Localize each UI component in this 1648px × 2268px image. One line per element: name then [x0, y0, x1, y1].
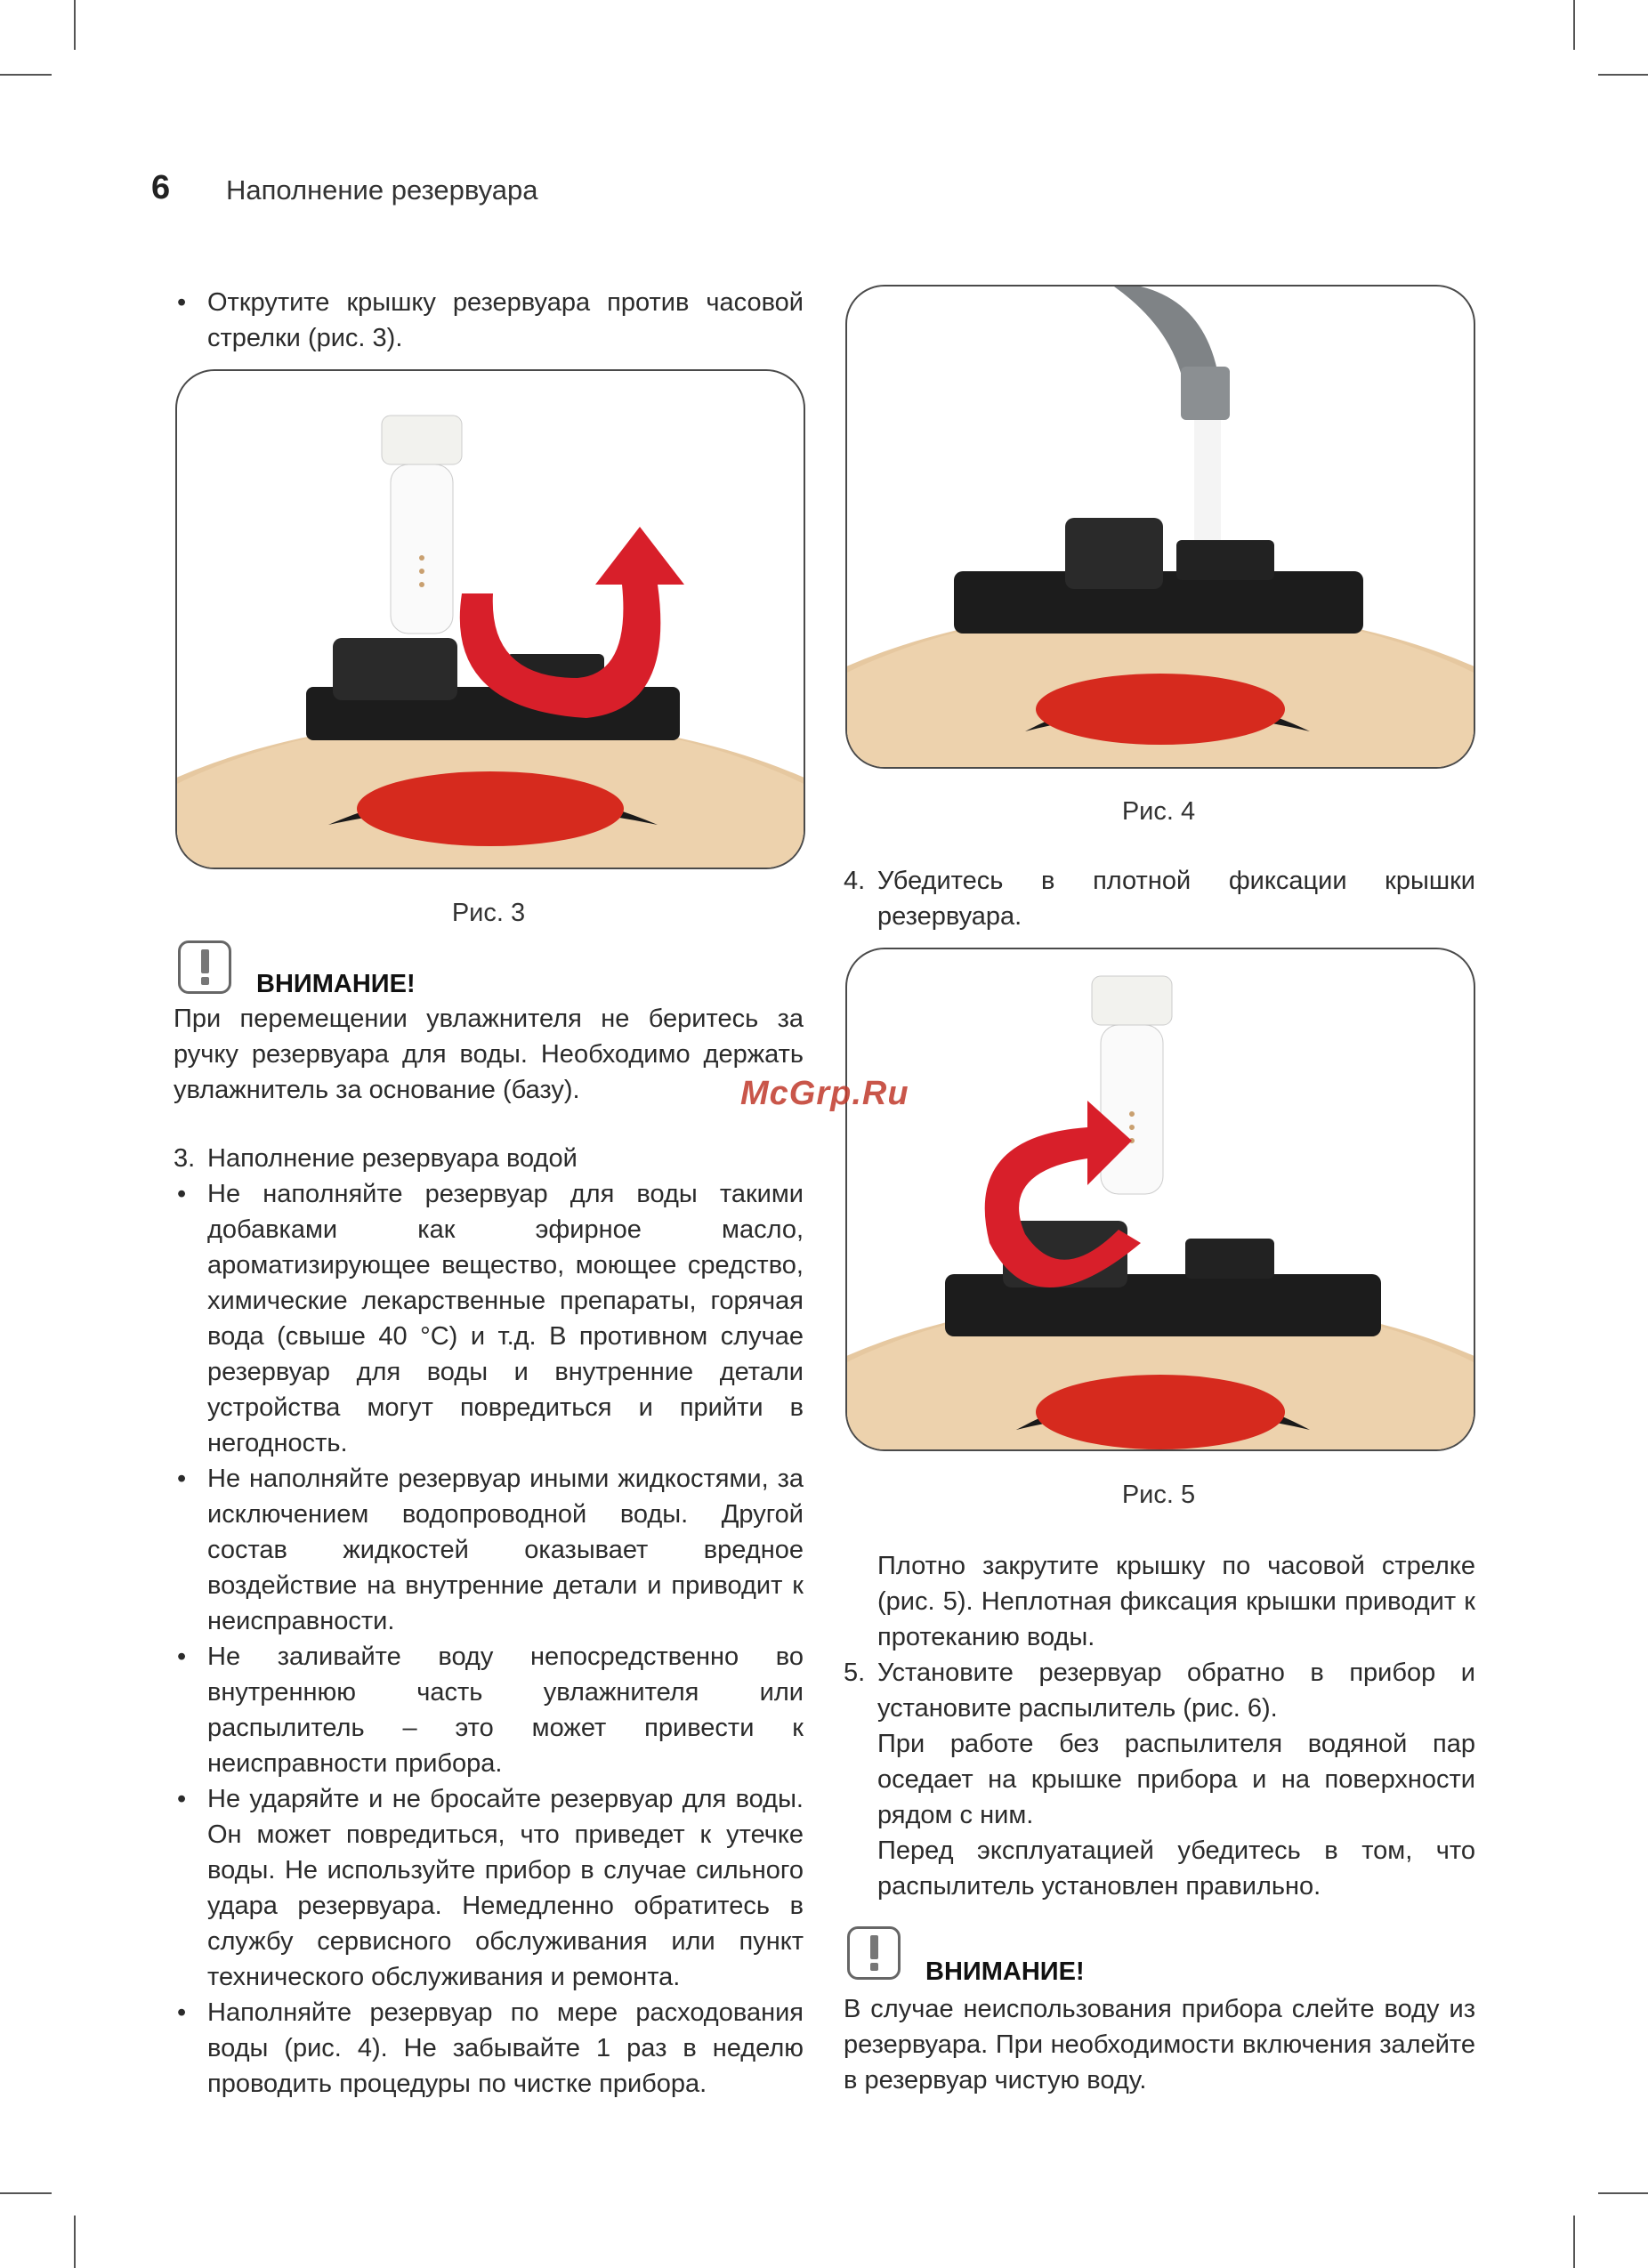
- warning-title: ВНИМАНИЕ!: [256, 970, 416, 998]
- page-number: 6: [151, 169, 171, 206]
- step-4-block: [844, 863, 1475, 934]
- warning-text: При перемещении увлажнителя не беритесь за ручку резервуара для воды. Необходимо держать увлажнитель за основание (базу).: [174, 1005, 804, 1104]
- list-item: • Не заливайте воду непосредственно во внутреннюю часть увлажнителя или распылитель – это может привести к неисправности прибора.: [174, 1639, 804, 1781]
- list-item: • Открутите крышку резервуара против часовой стрелки (рис. 3).: [174, 285, 804, 356]
- list-item: • Не наполняйте резервуар иными жидкостями, за исключением водопроводной воды. Другой состав жидкостей оказывает вредное воздействие на внутренние детали и приводит к неисправности.: [174, 1461, 804, 1639]
- figure-4-caption: Рис. 4: [1121, 797, 1196, 826]
- step-5-note: При работе без распылителя водяной пар оседает на крышке прибора и на поверхности рядом с ним.: [877, 1730, 1475, 1829]
- crop-mark: [1598, 2192, 1648, 2194]
- step-text: Установите резервуар обратно в прибор и установите распылитель (рис. 6).: [877, 1659, 1475, 1723]
- step-text: Наполнение резервуара водой: [207, 1144, 578, 1173]
- warning-icon: [178, 940, 231, 994]
- figure-4-illustration: [847, 287, 1474, 767]
- list-item: • Наполняйте резервуар по мере расходования воды (рис. 4). Не забывайте 1 раз в неделю проводить процедуры по чистке прибора.: [174, 1995, 804, 2102]
- crop-mark: [0, 2192, 52, 2194]
- step-5: [844, 1655, 1475, 1726]
- step-number: 4.: [844, 867, 866, 895]
- figure-5-illustration: [847, 949, 1474, 1449]
- step-5-note: Перед эксплуатацией убедитесь в том, что распылитель установлен правильно.: [877, 1836, 1475, 1901]
- step-number: 3.: [174, 1144, 196, 1173]
- figure-3: [175, 369, 805, 869]
- fill-instructions: [174, 1141, 804, 2102]
- figure-4: [845, 285, 1475, 769]
- crop-mark: [74, 2216, 76, 2268]
- figure-3-illustration: [177, 371, 804, 868]
- figure-5-caption: Рис. 5: [1121, 1481, 1196, 1509]
- list-item: • Не ударяйте и не бросайте резервуар для воды. Он может повредиться, что приведет к утечке воды. Не используйте прибор в случае сильного удара резервуара. Немедленно обратитесь в службу сервисного обслуживания или пункт технического обслуживания и ремонта.: [174, 1781, 804, 1995]
- list-item: • Не наполняйте резервуар для воды такими добавками как эфирное масло, ароматизирующее вещество, моющее средство, химические лекарственные препараты, горячая вода (свыше 40 °С) и т.д. В противном случае резервуар для воды и внутренние детали устройства могут повредиться и прийти в негодность.: [174, 1176, 804, 1461]
- warning-icon: [847, 1926, 901, 1980]
- step-3: [174, 1141, 804, 1176]
- crop-mark: [1598, 74, 1648, 76]
- fig5-text: Плотно закрутите крышку по часовой стрелке (рис. 5). Неплотная фиксация крышки приводит к протеканию воды.: [877, 1552, 1475, 1651]
- step-number: 5.: [844, 1659, 866, 1687]
- crop-mark: [0, 74, 52, 76]
- crop-mark: [1573, 2216, 1575, 2268]
- crop-mark: [74, 0, 76, 50]
- warning-text: В случае неиспользования прибора слейте воду из резервуара. При необходимости включения залейте в резервуар чистую воду.: [844, 1995, 1475, 2094]
- step-5-block: [844, 1548, 1475, 1904]
- step-4: [844, 863, 1475, 934]
- page-title: Наполнение резервуара: [226, 174, 538, 206]
- step-text: Убедитесь в плотной фиксации крышки резервуара.: [877, 867, 1475, 931]
- crop-mark: [1573, 0, 1575, 50]
- intro-bullet: [174, 285, 804, 356]
- figure-3-caption: Рис. 3: [451, 899, 526, 927]
- figure-5: [845, 948, 1475, 1451]
- warning-title: ВНИМАНИЕ!: [925, 1957, 1085, 1986]
- watermark: McGrp.Ru: [740, 1075, 909, 1112]
